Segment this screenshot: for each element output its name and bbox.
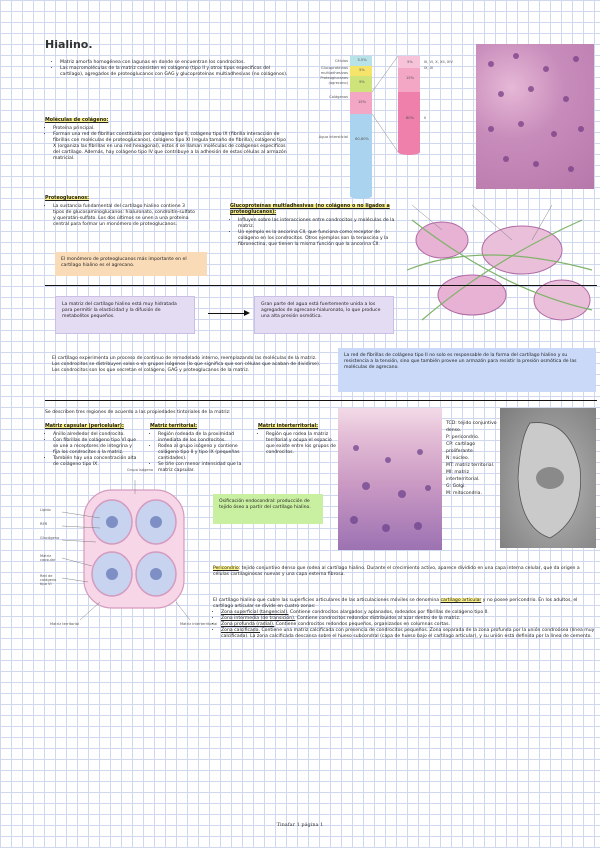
perichondrium-body: : tejido conjuntivo denso que rodea al cartílago hialino. Durante el crecimiento activo, aparece dividido en una capa interna celular, que da origen a células cartilaginosas nuevas y una capa externa fibrosa.	[213, 566, 580, 577]
val-r3: 80%	[406, 116, 414, 120]
zone-calcified: • Zona calcificada. Contiene una matriz calcificada con presencia de condrocitos pequeños. Zona separada de la zona profunda por la unión condroósea (línea muy calcificada). La zona calcificada descansa sobre el hueso subcondral (capa de hueso bajo el cartílago articular), y su unión está definida por la línea de cemento.	[221, 628, 595, 640]
val-glyco: 5%	[359, 68, 365, 72]
collagen-item-2: • Forman una red de fibrillas constituida por colágeno tipo II, colágeno tipo IX (fibrilla interacción de fibrillas con moléculas de proteoglucanos), colágeno tipo XI (regula tamaño de fibrilla), colágeno tipo X (organiza las fibrillas en una red hexagonal), estos 4 se llaman moléculas de colágenos específicos del cartílago. Además, hay colágeno tipo IV que contribuye a la adhesión de estas células al armazón matricial.	[53, 132, 287, 162]
interterritorial-heading: Matriz interterritorial:	[258, 424, 319, 429]
chart-left-labels: Células Glucoproteínas multiadhesivas Proteoglucanos (agrecano) Colágenos Agua intersticial	[318, 59, 348, 139]
val-cells: 3-5%	[357, 58, 367, 62]
zone-superficial: • Zona superficial (tangencial). Contiene condrocitos alargados y aplanados, rodeados por fibrillas de colágeno tipo II.	[221, 610, 595, 616]
label-isogenous-group: Grupo isógeno	[126, 468, 154, 472]
val-r1: 5%	[407, 60, 413, 64]
perichondrium-histology-image	[338, 408, 442, 550]
electron-micrograph-image	[500, 408, 596, 548]
legend-m: M: mitocondria.	[446, 491, 482, 496]
capsular-item-2: • Con fibrillas de colágeno tipo VI que se une a receptores de integrina y fija los condrocitos a la matriz.	[53, 438, 140, 456]
proteoglycans-heading: Proteoglucanos:	[45, 196, 90, 201]
articular-term: cartílago articular	[440, 598, 482, 603]
label-glycogen: Glucógeno	[40, 536, 60, 540]
capsular-item-1: • Anillo alrededor del condrocito.	[53, 432, 140, 438]
glycoproteins-section	[230, 204, 400, 248]
interterritorial-item-1: • Región que rodea la matriz territorial y ocupa el espacio que existe entre los grupos de condrocitos.	[266, 432, 336, 456]
histology-cells	[476, 44, 594, 189]
zone-deep: • Zona profunda (radial). Contiene condrocitos redondos pequeños, organizados en columnas cortas.	[221, 622, 595, 628]
strip-cells	[338, 408, 442, 550]
ossification-note: Osificación endocondral: producción de tejido óseo a partir del cartílago hialino.	[213, 494, 323, 524]
articular-section	[213, 598, 595, 640]
label-r1: III, VI, X, XII, XIV	[424, 60, 453, 64]
perichondrium-term: Pericondrio	[213, 566, 239, 571]
legend-tcd: TCD: tejido conjuntivo denso.	[446, 421, 497, 433]
legend-mt: MT: matriz territorial.	[446, 463, 495, 468]
composition-chart	[300, 52, 460, 202]
label-territorial-matrix: Matriz territorial	[50, 622, 80, 626]
isogenous-group-diagram	[40, 470, 220, 640]
em-legend	[446, 420, 498, 497]
val-proteo: 9%	[359, 80, 365, 84]
proteoglycans-item: • La sustancia fundamental del cartílago hialino contiene 3 tipos de glucosaminoglucanos: hialuronato, condroitín-sulfato y queratán-sulfato. Los dos últimos se unen a una proteína central para formar un monómero de proteoglucanos.	[53, 204, 195, 228]
val-collagen: 15%	[358, 100, 366, 104]
matrix-structure-diagram	[402, 200, 598, 330]
region-territorial	[150, 424, 250, 474]
bar-proteo	[350, 76, 372, 92]
divider-1	[45, 285, 597, 286]
intro-item-2: • Las macromoléculas de la matriz consisten en colágeno (tipo II y otros tipos específicos del cartílago), agregados de proteoglucanos con GAG y glucoproteínas multiadhesivas (no colágenos).	[60, 66, 292, 78]
territorial-item-3: • Se tiñe con menor intensidad que la matriz capsular.	[158, 462, 250, 474]
glycoproteins-heading: Glucoproteínas multiadhesivas (no colágeno o no ligados a proteoglucanos):	[230, 204, 390, 215]
label-r2: IX, XI	[424, 66, 434, 70]
articular-intro: El cartílago hialino que cubre las superficies articulares de las articulaciones móviles se denomina cartílago articular y no posee pericondrio. En los adultos, el cartílago articular se divide en cuatro zonas:	[213, 598, 578, 609]
legend-n: N: núcleo.	[446, 456, 470, 461]
collagen-section	[45, 118, 287, 162]
label-r3: II	[424, 116, 427, 120]
legend-g: G: Golgi.	[446, 484, 466, 489]
bar-ii	[398, 92, 420, 152]
region-capsular	[45, 424, 140, 468]
collagen-network-note: La red de fibrillas de colágeno tipo II no solo es responsable de la forma del cartílago hialino y su resistencia a la tensión, sino que también provee un armazón para resistir la presión osmótica de las moléculas de agrecano.	[338, 348, 596, 392]
matrix-svg	[402, 200, 598, 330]
flow-arrow	[208, 313, 248, 314]
glycoproteins-item-1: • Influyen sobre las interacciones entre condrocitos y moléculas de la matriz.	[238, 218, 400, 230]
flow-box-left: La matriz del cartílago hialino está muy hidratada para permitir la elasticidad y la difusión de metabolitos pequeños.	[55, 296, 195, 334]
divider-2	[45, 400, 597, 401]
capsular-item-3: • También hay una concentración alta de colágeno tipo IX.	[53, 456, 140, 468]
bar-ix-xi	[398, 68, 420, 92]
territorial-heading: Matriz territorial:	[150, 424, 198, 429]
region-interterritorial	[258, 424, 336, 456]
label-capsular-matrix: Matriz capsular	[40, 554, 56, 562]
proteoglycans-section	[45, 196, 195, 228]
label-interterritorial-matrix: Matriz interterritorial	[180, 622, 218, 626]
legend-mi: MI: matriz interterritorial.	[446, 470, 480, 482]
legend-p: P: pericondrio.	[446, 435, 480, 440]
perichondrium-text	[213, 566, 595, 578]
legend-cp: CP: cartílago proliferante.	[446, 442, 476, 454]
arrow-head-icon	[244, 310, 250, 316]
capsular-heading: Matriz capsular (pericelular):	[45, 424, 124, 429]
val-water: 60-80%	[355, 137, 369, 141]
label-lipid: Lípido	[40, 508, 51, 512]
hyaline-histology-image	[476, 44, 594, 189]
agrecan-note: El monómero de proteoglucanos más importante en el cartílago hialino es el agrecano.	[55, 252, 207, 276]
zone-intermediate: • Zona intermedia (de transición). Contiene condrocitos redondos distribuidos al azar dentro de la matriz.	[221, 616, 595, 622]
territorial-item-1: • Región rodeada de la proximidad inmediata de los condrocitos.	[158, 432, 250, 444]
intro-list	[52, 60, 292, 78]
page-title: Hialino.	[45, 38, 93, 51]
territorial-item-2: • Rodea al grupo isógeno y contiene colágeno tipo II y tipo IX (pequeñas cantidades).	[158, 444, 250, 462]
label-collagen-vi-network: Red de colágeno tipo VI	[40, 574, 57, 586]
isogenous-svg	[40, 470, 220, 640]
glycoproteins-item-2: • Un ejemplo es la ancorina CII, que funciona como receptor de colágeno en los condrocitos. Otros ejemplos son la tenascina y la fibronectina, que tienen la misma función que la ancorina CII.	[238, 230, 400, 248]
regions-intro: Se describen tres regiones de acuerdo a las propiedades tintoriales de la matriz:	[45, 410, 231, 415]
em-svg	[500, 408, 596, 548]
collagen-heading: Moléculas de colágeno:	[45, 118, 109, 123]
collagen-item-1: • Proteína principal.	[53, 126, 287, 132]
nucleus-shape	[536, 467, 564, 489]
remodel-text: El cartílago experimenta un proceso de continuo de remodelado interno, reemplazando las moléculas de la matriz. Los condrocitos se distribuyen solos o en grupos isógenos (lo que significa que son células que acaban de dividirse). Los condrocitos son los que secretan el colágeno, GAG y proteoglucanos de la matriz.	[52, 356, 321, 373]
page-footer: Tinafar 1 página 1	[276, 822, 324, 828]
bar-water	[350, 114, 372, 196]
label-rer: RER	[40, 522, 48, 526]
intro-item-1: • Matriz amorfa homogénea con lagunas en donde se encuentran los condrocitos.	[60, 60, 292, 66]
val-r2: 15%	[406, 76, 414, 80]
flow-box-right: Gran parte del agua está fuertemente unida a los agregados de agrecano-hialuronato, lo que produce una alta presión osmótica.	[254, 296, 394, 334]
